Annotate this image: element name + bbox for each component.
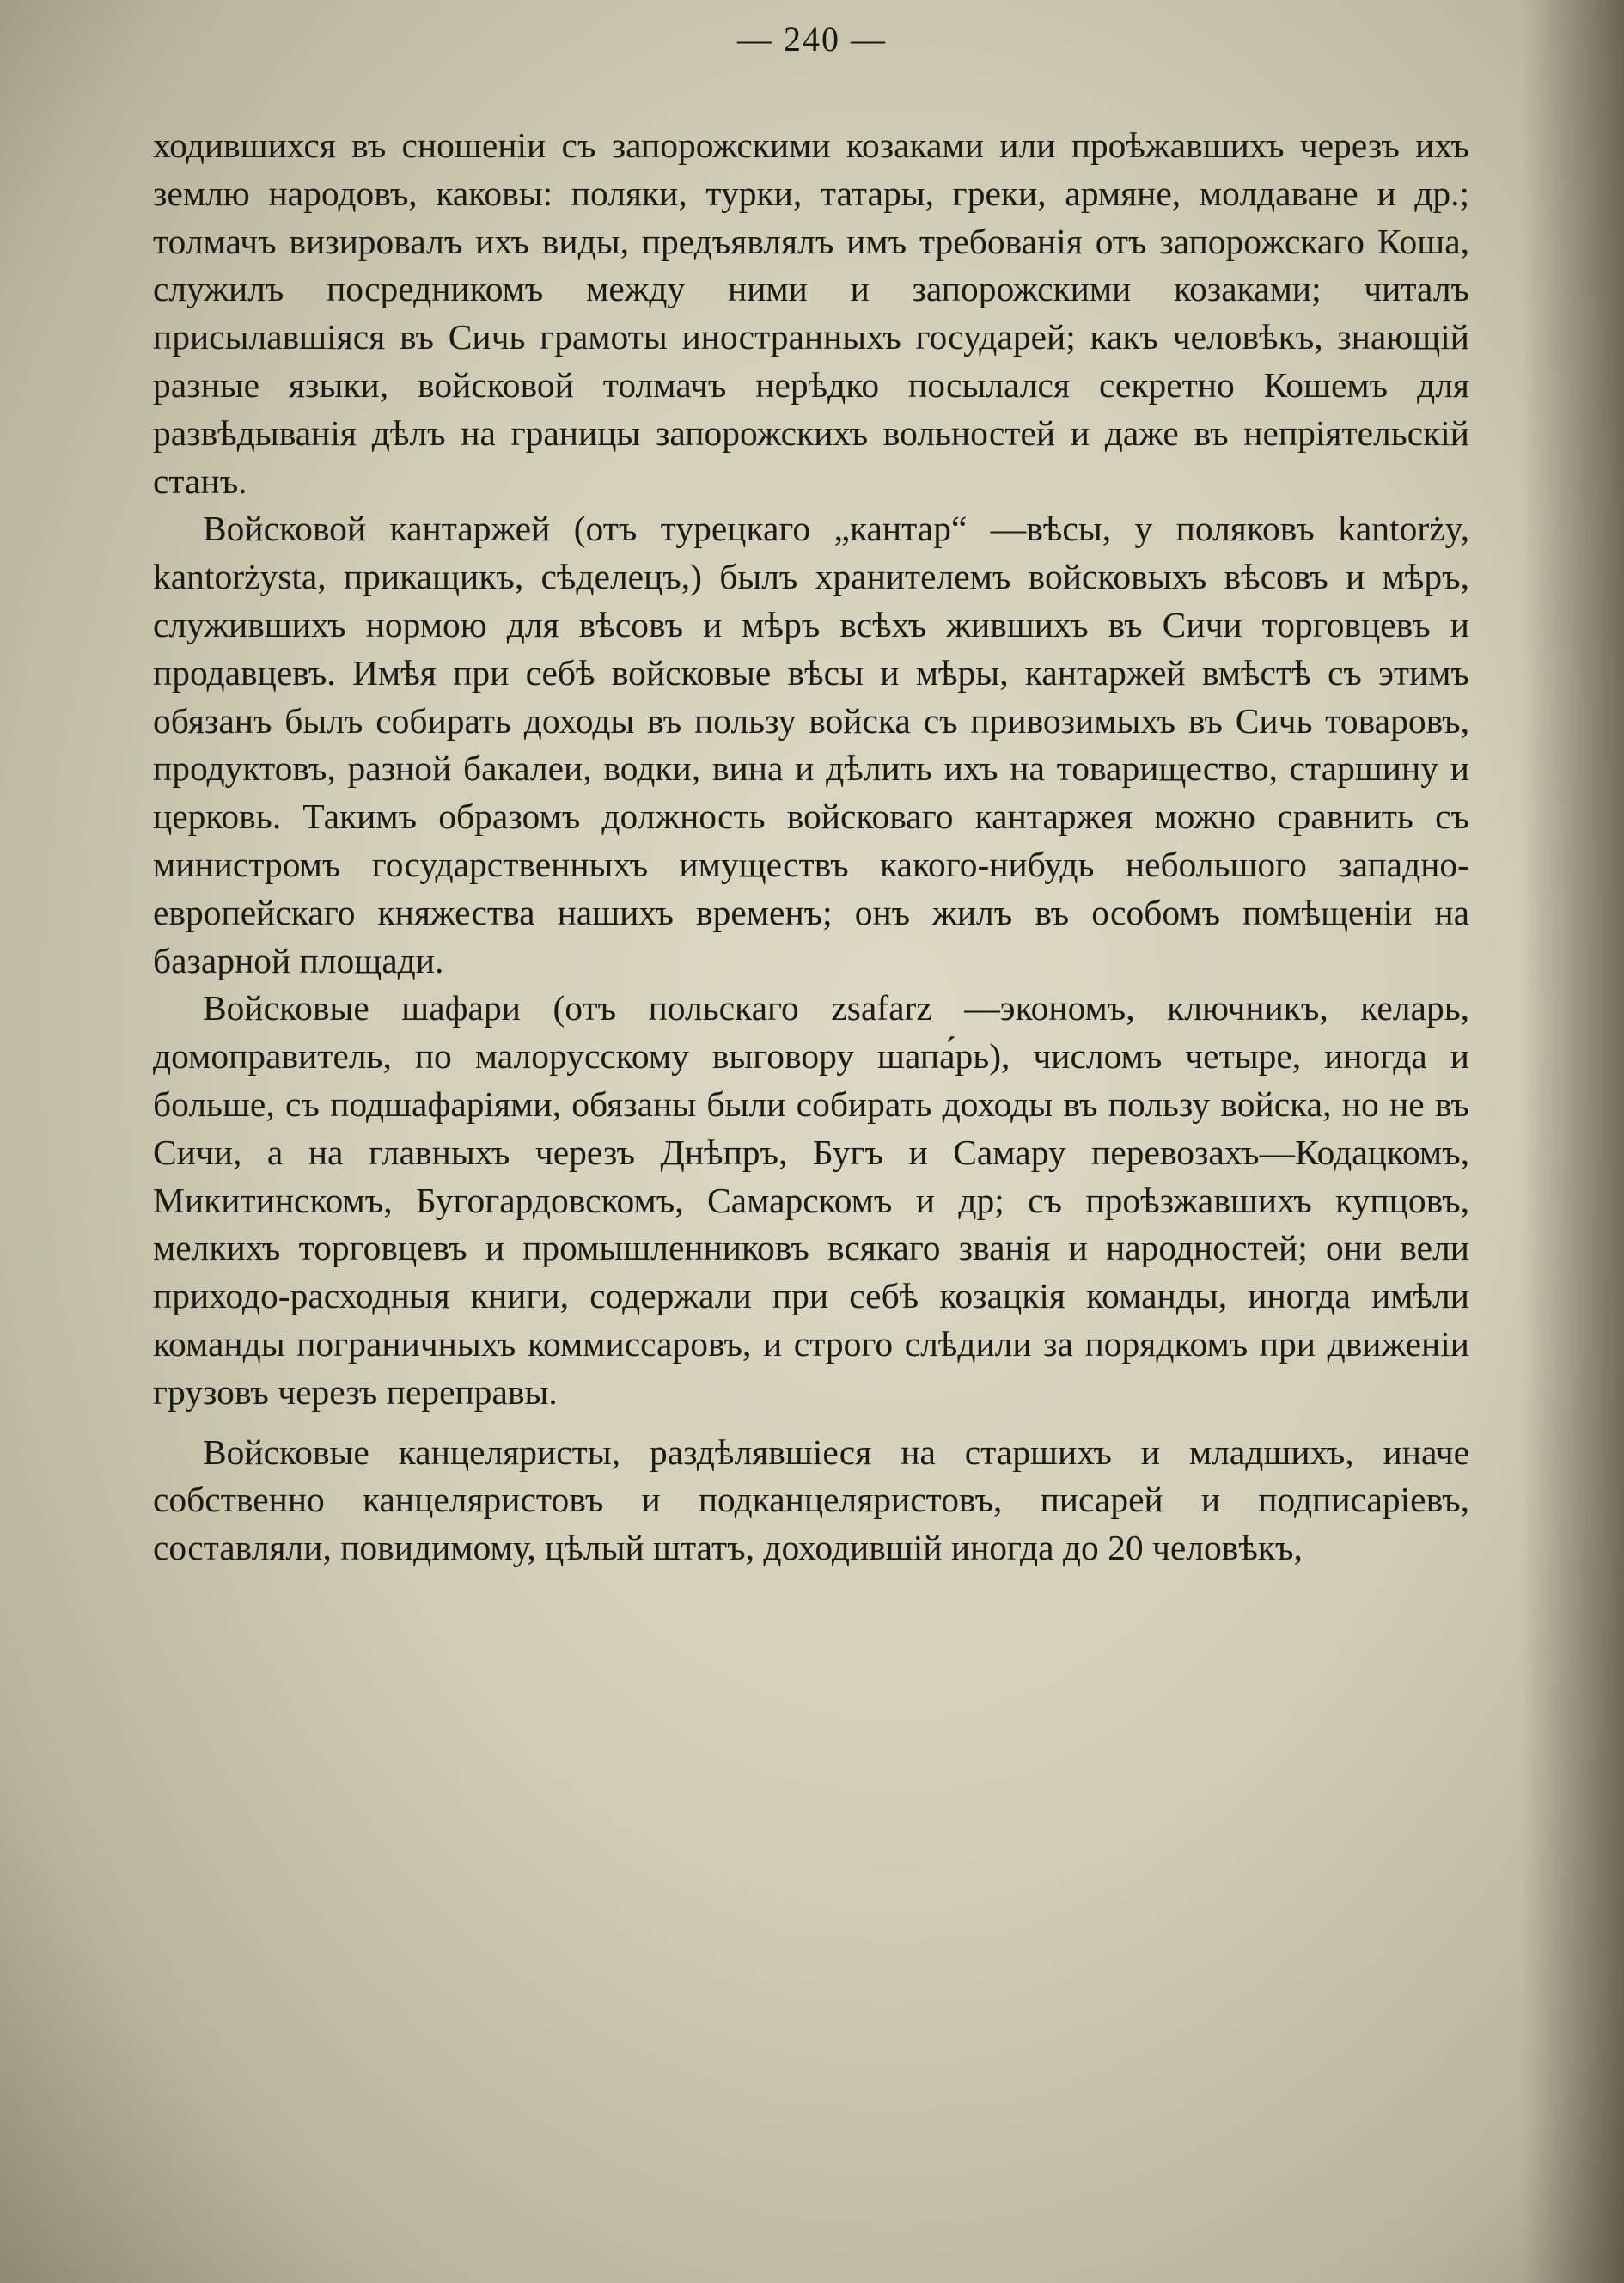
page-text	[153, 122, 1469, 1572]
paragraph-shafari: Войсковые шафари (отъ польскаго zsafarz —экономъ, ключникъ, келарь, домоправитель, по малорусскому выговору шапа́рь), числомъ четыре, иногда и больше, съ подшафаріями, обязаны были собирать доходы въ пользу войска, но не въ Сичи, а на главныхъ черезъ Днѣпръ, Бугъ и Самару перевозахъ—Кодацкомъ, Микитинскомъ, Бугогардовскомъ, Самарскомъ и др; съ проѣзжавшихъ купцовъ, мелкихъ торговцевъ и промышленниковъ всякаго званія и народностей; они вели приходо-расходныя книги, содержали при себѣ козацкія команды, иногда имѣли команды пограничныхъ коммиссаровъ, и строго слѣдили за порядкомъ при движеніи грузовъ черезъ переправы.	[153, 988, 1469, 1412]
paragraph-kantarzhei: Войсковой кантаржей (отъ турецкаго „кантар“ —вѣсы, у поляковъ kantorży, kantorżysta, прикащикъ, сѣделецъ,) былъ хранителемъ войсковыхъ вѣсовъ и мѣръ, служившихъ нормою для вѣсовъ и мѣръ всѣхъ жившихъ въ Сичи торговцевъ и продавцевъ. Имѣя при себѣ войсковые вѣсы и мѣры, кантаржей вмѣстѣ съ этимъ обязанъ былъ собирать доходы въ пользу войска съ привозимыхъ въ Сичь товаровъ, продуктовъ, разной бакалеи, водки, вина и дѣлить ихъ на товарищество, старшину и церковь. Такимъ образомъ должность войсковаго кантаржея можно сравнить съ министромъ государственныхъ имуществъ какого-нибудь небольшого западно-европейскаго княжества нашихъ временъ; онъ жилъ въ особомъ помѣщеніи на базарной площади.	[153, 509, 1469, 980]
paragraph-kantselyaristy: Войсковые канцеляристы, раздѣлявшіеся на старшихъ и младшихъ, иначе собственно канцеляристовъ и подканцеляристовъ, писарей и подписаріевъ, составляли, повидимому, цѣлый штатъ, доходившій иногда до 20 человѣкъ,	[153, 1431, 1469, 1568]
paragraph-continued: ходившихся въ сношеніи съ запорожскими козаками или проѣжавшихъ черезъ ихъ землю народовъ, каковы: поляки, турки, татары, греки, армяне, молдаване и др.; толмачъ визировалъ ихъ виды, предъявлялъ имъ требованія отъ запорожскаго Коша, служилъ посредникомъ между ними и запорожскими козаками; читалъ присылавшіяся въ Сичь грамоты иностранныхъ государей; какъ человѣкъ, знающій разные языки, войсковой толмачъ нерѣдко посылался секретно Кошемъ для развѣдыванія дѣлъ на границы запорожскихъ вольностей и даже въ непріятельскій станъ.	[153, 125, 1469, 501]
page-edge-shadow	[1521, 0, 1624, 2283]
page-number: — 240 —	[737, 20, 887, 58]
